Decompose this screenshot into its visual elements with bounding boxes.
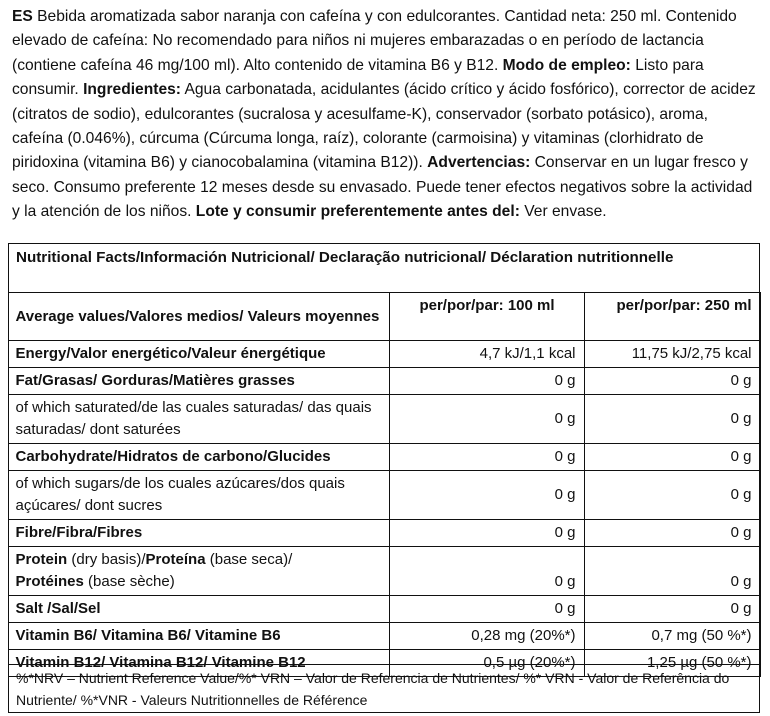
row-label: Fat/Grasas/ Gorduras/Matières grasses [8,368,389,395]
row-value-per250: 0,7 mg (50 %*) [584,623,760,650]
ingredients-label: Ingredientes: [83,81,181,99]
usage-label: Modo de empleo: [502,56,631,74]
table-row [8,444,760,471]
row-value-per100: 0,5 µg (20%*) [389,650,584,677]
row-label-part: (base seca)/ [205,551,293,568]
row-label-part: Proteína [145,551,206,568]
row-value-per100: 0 g [389,547,584,596]
row-value-per250: 0 g [584,471,760,520]
column-header-per100: per/por/par: 100 ml [389,293,584,341]
nutrition-table [8,243,760,713]
row-value-per250: 0 g [584,596,760,623]
row-label: of which sugars/de los cuales azúcares/dos quais açúcares/ dont sucres [8,471,389,520]
nutrition-table-title: Nutritional Facts/Información Nutricional/ Declaração nutricional/ Déclaration nutritionnelle [16,249,674,266]
table-row [8,395,760,444]
row-value-per250: 0 g [584,444,760,471]
nutrition-grid [8,292,761,677]
row-value-per250: 0 g [584,520,760,547]
row-label-part: (dry basis)/ [67,551,146,568]
ingredients-text: Agua carbonatada, acidulantes (ácido crítico y ácido fosfórico), corrector de acidez (citratos de sodio), edulcorantes (sucralosa y acesulfame-K), conservador (sorbato potásico), aroma, cafeína (0.046%), cúrcuma (Cúrcuma longa, raíz), colorante (carmoisina) y vitaminas (clorhidrato de piridoxina (vitamina B6) y cianocobalamina (vitamina B12)). [12,81,756,172]
table-row [8,471,760,520]
row-value-per250: 0 g [584,547,760,596]
row-label-part: (base sèche) [83,573,175,590]
row-value-per100: 0 g [389,471,584,520]
row-label: Carbohydrate/Hidratos de carbono/Glucides [8,444,389,471]
row-value-per100: 4,7 kJ/1,1 kcal [389,341,584,368]
product-text: Bebida aromatizada sabor naranja con cafeína y con edulcorantes. Cantidad neta: 250 ml. Contenido elevado de cafeína: No recomendado para niños ni mujeres embarazadas o en período de lactancia (contiene cafeína 46 mg/100 ml). Alto contenido de vitamina B6 y B12. [12,8,737,74]
table-row [8,596,760,623]
row-value-per100: 0 g [389,596,584,623]
column-header-row [8,293,760,341]
table-row [8,341,760,368]
row-value-per100: 0 g [389,395,584,444]
row-label: Vitamin B6/ Vitamina B6/ Vitamine B6 [8,623,389,650]
row-label: Energy/Valor energético/Valeur énergétique [8,341,389,368]
row-label: Fibre/Fibra/Fibres [8,520,389,547]
row-value-per100: 0 g [389,444,584,471]
row-label: Vitamin B12/ Vitamina B12/ Vitamine B12 [8,650,389,677]
product-description [12,5,762,225]
nutrition-footnote: %*NRV – Nutrient Reference Value/%* VRN – Valor de Referencia de Nutrientes/ %* VRN - Valor de Referência do Nutriente/ %*VNR - Valeurs Nutritionnelles de Référence [9,664,759,711]
usage-text: Listo para consumir. [12,56,704,99]
column-header-per250: per/por/par: 250 ml [584,293,760,341]
lang-code: ES [12,8,33,25]
table-row [8,623,760,650]
lot-label: Lote y consumir preferentemente antes del: [195,203,520,221]
row-value-per250: 11,75 kJ/2,75 kcal [584,341,760,368]
row-value-per250: 0 g [584,368,760,395]
lot-text: Ver envase. [524,203,607,221]
table-row [8,368,760,395]
row-label: of which saturated/de las cuales saturadas/ das quais saturadas/ dont saturées [8,395,389,444]
row-value-per100: 0 g [389,520,584,547]
column-header-label: Average values/Valores medios/ Valeurs moyennes [8,293,389,341]
row-value-per250: 0 g [584,395,760,444]
row-value-per100: 0,28 mg (20%*) [389,623,584,650]
table-row [8,547,760,596]
row-label [8,547,389,596]
row-label-part: Protéines [15,573,84,590]
row-label: Salt /Sal/Sel [8,596,389,623]
row-label-part: Protein [15,551,68,568]
table-row [8,520,760,547]
row-value-per100: 0 g [389,368,584,395]
warnings-text: Conservar en un lugar fresco y seco. Consumo preferente 12 meses desde su envasado. Puede tener efectos negativos sobre la actividad y la atención de los niños. [12,154,753,221]
warnings-label: Advertencias: [427,154,531,172]
row-value-per250: 1,25 µg (50 %*) [584,650,760,677]
